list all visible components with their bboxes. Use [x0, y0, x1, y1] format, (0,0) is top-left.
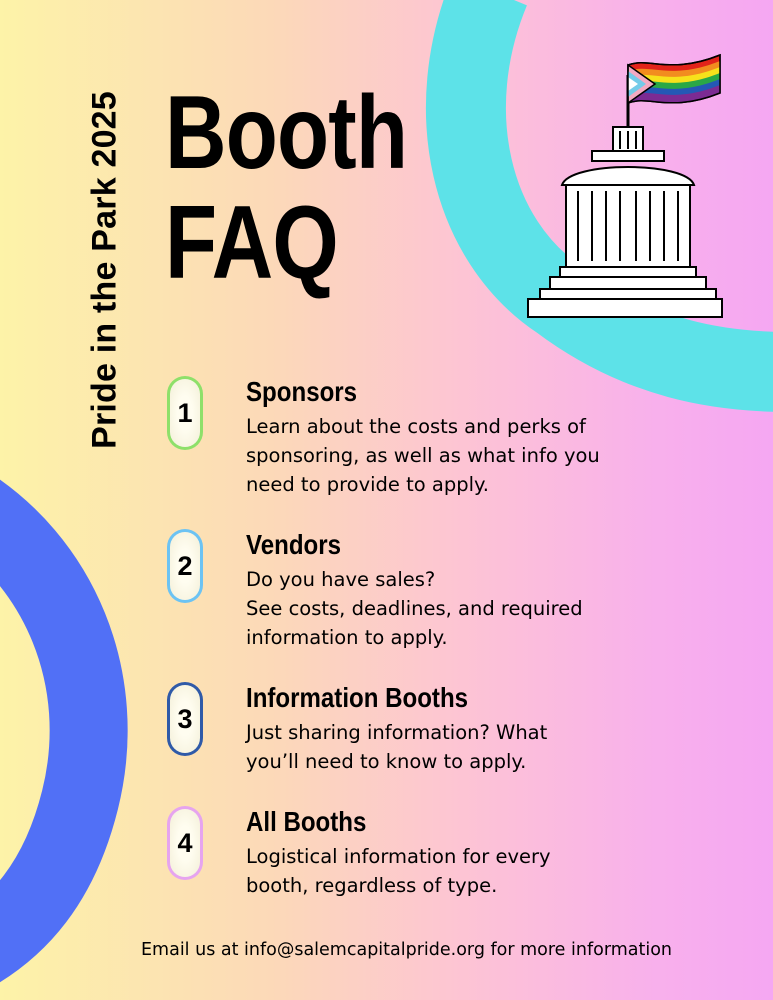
number-badge: 4 — [167, 806, 203, 880]
progress-pride-flag-icon — [628, 55, 720, 103]
page-title — [165, 75, 408, 301]
faq-heading: Sponsors — [246, 376, 358, 407]
contact-footer: Email us at info@salemcapitalpride.org for more information — [140, 940, 673, 960]
faq-description: Do you have sales? See costs, deadlines, and required information to apply. — [246, 568, 583, 649]
faq-heading: All Booths — [246, 806, 367, 837]
blue-ribbon — [0, 500, 89, 960]
number-badge: 1 — [167, 376, 203, 450]
side-title: Pride in the Park 2025 — [85, 91, 124, 449]
number-badge: 2 — [167, 529, 203, 603]
faq-heading: Information Booths — [246, 682, 469, 713]
number-badge: 3 — [167, 682, 203, 756]
faq-description: Just sharing information? What you’ll need to know to apply. — [246, 721, 548, 773]
title-line-booth: Booth — [165, 75, 408, 191]
faq-heading: Vendors — [246, 529, 342, 560]
faq-description: Learn about the costs and perks of sponsoring, as well as what info you need to provide to apply. — [246, 415, 600, 496]
faq-description: Logistical information for every booth, regardless of type. — [246, 845, 551, 897]
capitol-building-icon — [520, 35, 730, 325]
title-line-faq: FAQ — [165, 185, 338, 301]
